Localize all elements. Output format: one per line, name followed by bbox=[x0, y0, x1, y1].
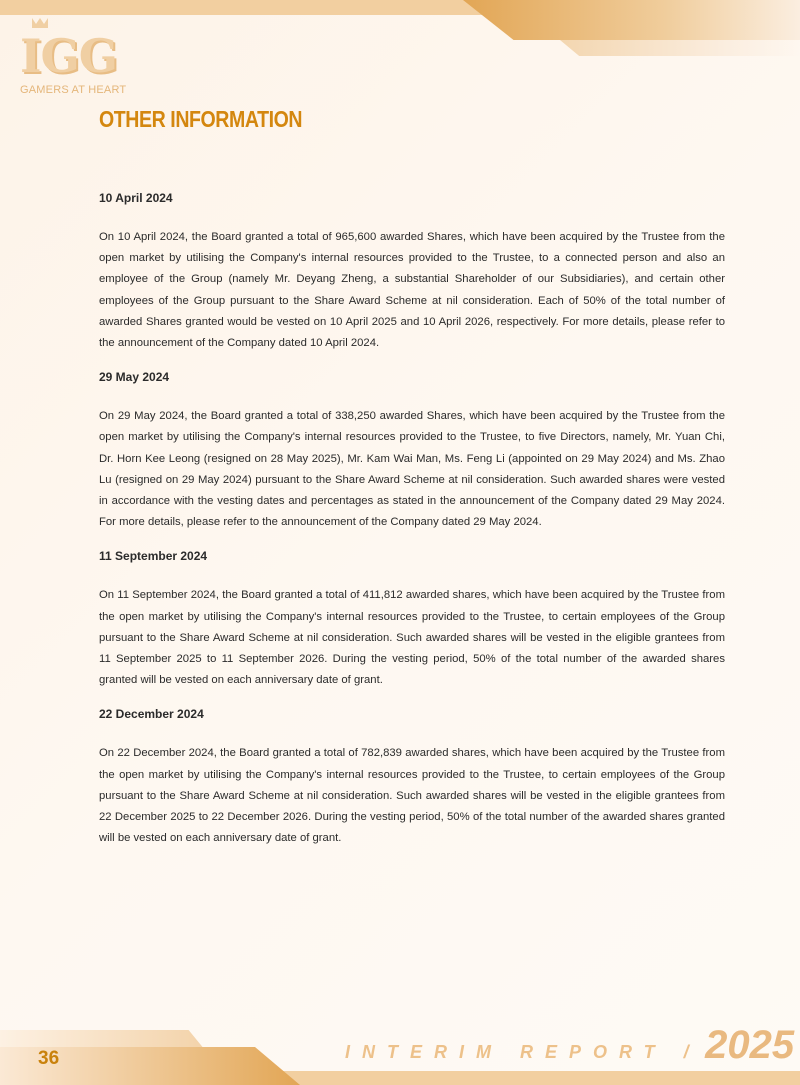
content bbox=[99, 189, 725, 863]
page-title: OTHER INFORMATION bbox=[99, 106, 303, 132]
section-heading: 22 December 2024 bbox=[99, 707, 204, 722]
report-label: INTERIM REPORT / bbox=[345, 1042, 701, 1062]
section-body: On 29 May 2024, the Board granted a total of 338,250 awarded Shares, which have been acquired by the Trustee from the open market by utilising the Company's internal resources provided to the Trustee, to five Directors, namely, Mr. Yuan Chi, Dr. Horn Kee Leong (resigned on 28 May 2025), Mr. Kam Wai Man, Ms. Feng Li (appointed on 29 May 2024) and Ms. Zhao Lu (resigned on 29 May 2024) pursuant to the Share Award Scheme at nil consideration. Such awarded shares were vested in accordance with the vesting dates and percentages as stated in the announcement of the Company dated 29 May 2024. For more details, please refer to the announcement of the Company dated 29 May 2024. bbox=[99, 410, 725, 529]
page-number: 36 bbox=[38, 1048, 60, 1069]
section-heading: 10 April 2024 bbox=[99, 191, 173, 205]
section-heading: 11 September 2024 bbox=[99, 549, 208, 564]
section-heading: 29 May 2024 bbox=[99, 370, 170, 385]
report-year: 2025 bbox=[705, 1023, 795, 1067]
logo-letters: IGG bbox=[20, 29, 118, 83]
section-body: On 22 December 2024, the Board granted a total of 782,839 awarded shares, which have been acquired by the Trustee from the open market by utilising the Company's internal resources provided to the Trustee, to certain employees of the Group pursuant to the Share Award Scheme at nil consideration. Such awarded shares will be vested in the eligible grantees from 22 December 2025 to 22 December 2026. During the vesting period, 50% of the total number of the awarded shares granted will be vested on each anniversary date of grant. bbox=[99, 747, 725, 845]
logo-tagline: GAMERS AT HEART bbox=[20, 84, 127, 96]
section-body: On 10 April 2024, the Board granted a total of 965,600 awarded Shares, which have been acquired by the Trustee from the open market by utilising the Company's internal resources provided to the Trustee, to a connected person and also an employee of the Group (namely Mr. Deyang Zheng, a substantial Shareholder of our Subsidiaries), and certain other employees of the Group pursuant to the Share Award Scheme at nil consideration. Each of 50% of the total number of awarded Shares granted would be vested on 10 April 2025 and 10 April 2026, respectively. For more details, please refer to the announcement of the Company dated 10 April 2024. bbox=[99, 231, 725, 350]
section-body: On 11 September 2024, the Board granted a total of 411,812 awarded shares, which have been acquired by the Trustee from the open market by utilising the Company's internal resources provided to the Trustee, to certain employees of the Group pursuant to the Share Award Scheme at nil consideration. Such awarded shares will be vested in the eligible grantees from 11 September 2025 to 11 September 2026. During the vesting period, 50% of the total number of the awarded shares granted will be vested on each anniversary date of grant. bbox=[99, 589, 725, 687]
crown-icon bbox=[32, 18, 48, 28]
top-decorative-wedge-light bbox=[560, 40, 800, 56]
igg-logo bbox=[20, 18, 150, 97]
report-footer bbox=[345, 1022, 794, 1077]
top-decorative-wedge bbox=[463, 0, 800, 40]
